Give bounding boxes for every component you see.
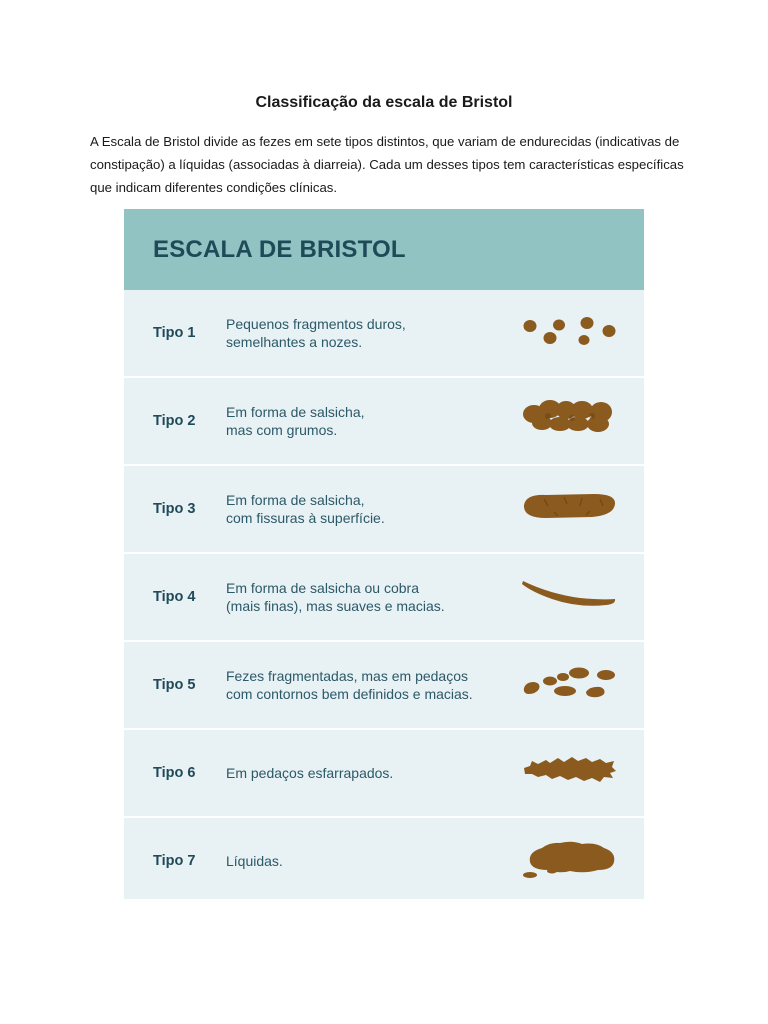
row-label: Tipo 3 — [153, 500, 196, 517]
scale-row-tipo-7 — [124, 818, 644, 899]
row-label: Tipo 7 — [153, 852, 196, 869]
hard-lumps-icon — [520, 290, 620, 375]
row-description — [226, 579, 516, 615]
row-description-line: Em forma de salsicha, — [226, 403, 365, 420]
row-description — [226, 315, 516, 351]
bristol-scale-figure — [124, 209, 644, 899]
scale-header — [124, 209, 644, 290]
document-title: Classificação da escala de Bristol — [255, 94, 513, 111]
row-description-line: Líquidas. — [226, 852, 283, 869]
row-description-line: Em forma de salsicha, — [226, 491, 365, 508]
row-label: Tipo 4 — [153, 588, 196, 605]
row-description-line: com fissuras à superfície. — [226, 509, 385, 526]
cracked-sausage-icon — [520, 466, 620, 551]
mushy-pieces-icon — [520, 730, 620, 815]
row-description-line: Em forma de salsicha ou cobra — [226, 579, 419, 596]
row-description-line: (mais finas), mas suaves e macias. — [226, 597, 445, 614]
scale-title: ESCALA DE BRISTOL — [153, 235, 406, 263]
soft-blobs-icon — [520, 642, 620, 727]
row-description — [226, 764, 516, 782]
row-description-line: semelhantes a nozes. — [226, 333, 363, 350]
row-description-line: Em pedaços esfarrapados. — [226, 764, 394, 781]
scale-row-tipo-3 — [124, 466, 644, 551]
row-label: Tipo 1 — [153, 324, 196, 341]
scale-row-tipo-1 — [124, 290, 644, 375]
row-description-line: Pequenos fragmentos duros, — [226, 315, 406, 332]
row-description — [226, 491, 516, 527]
row-description — [226, 852, 516, 870]
lumpy-sausage-icon — [520, 378, 620, 463]
row-description — [226, 403, 516, 439]
row-description — [226, 667, 516, 703]
row-description-line: mas com grumos. — [226, 421, 338, 438]
liquid-icon — [520, 818, 620, 899]
scale-row-tipo-6 — [124, 730, 644, 815]
smooth-snake-icon — [520, 554, 620, 639]
scale-row-tipo-2 — [124, 378, 644, 463]
row-description-line: Fezes fragmentadas, mas em pedaços — [226, 667, 469, 684]
row-description-line: com contornos bem definidos e macias. — [226, 685, 473, 702]
row-label: Tipo 6 — [153, 764, 196, 781]
row-label: Tipo 2 — [153, 412, 196, 429]
scale-row-tipo-4 — [124, 554, 644, 639]
scale-row-tipo-5 — [124, 642, 644, 727]
row-label: Tipo 5 — [153, 676, 196, 693]
document-intro: A Escala de Bristol divide as fezes em sete tipos distintos, que variam de endurecidas (indicativas de constipação) a líquidas (associadas à diarreia). Cada um desses tipos tem características específicas que indicam diferentes condições clínicas. — [90, 134, 684, 195]
